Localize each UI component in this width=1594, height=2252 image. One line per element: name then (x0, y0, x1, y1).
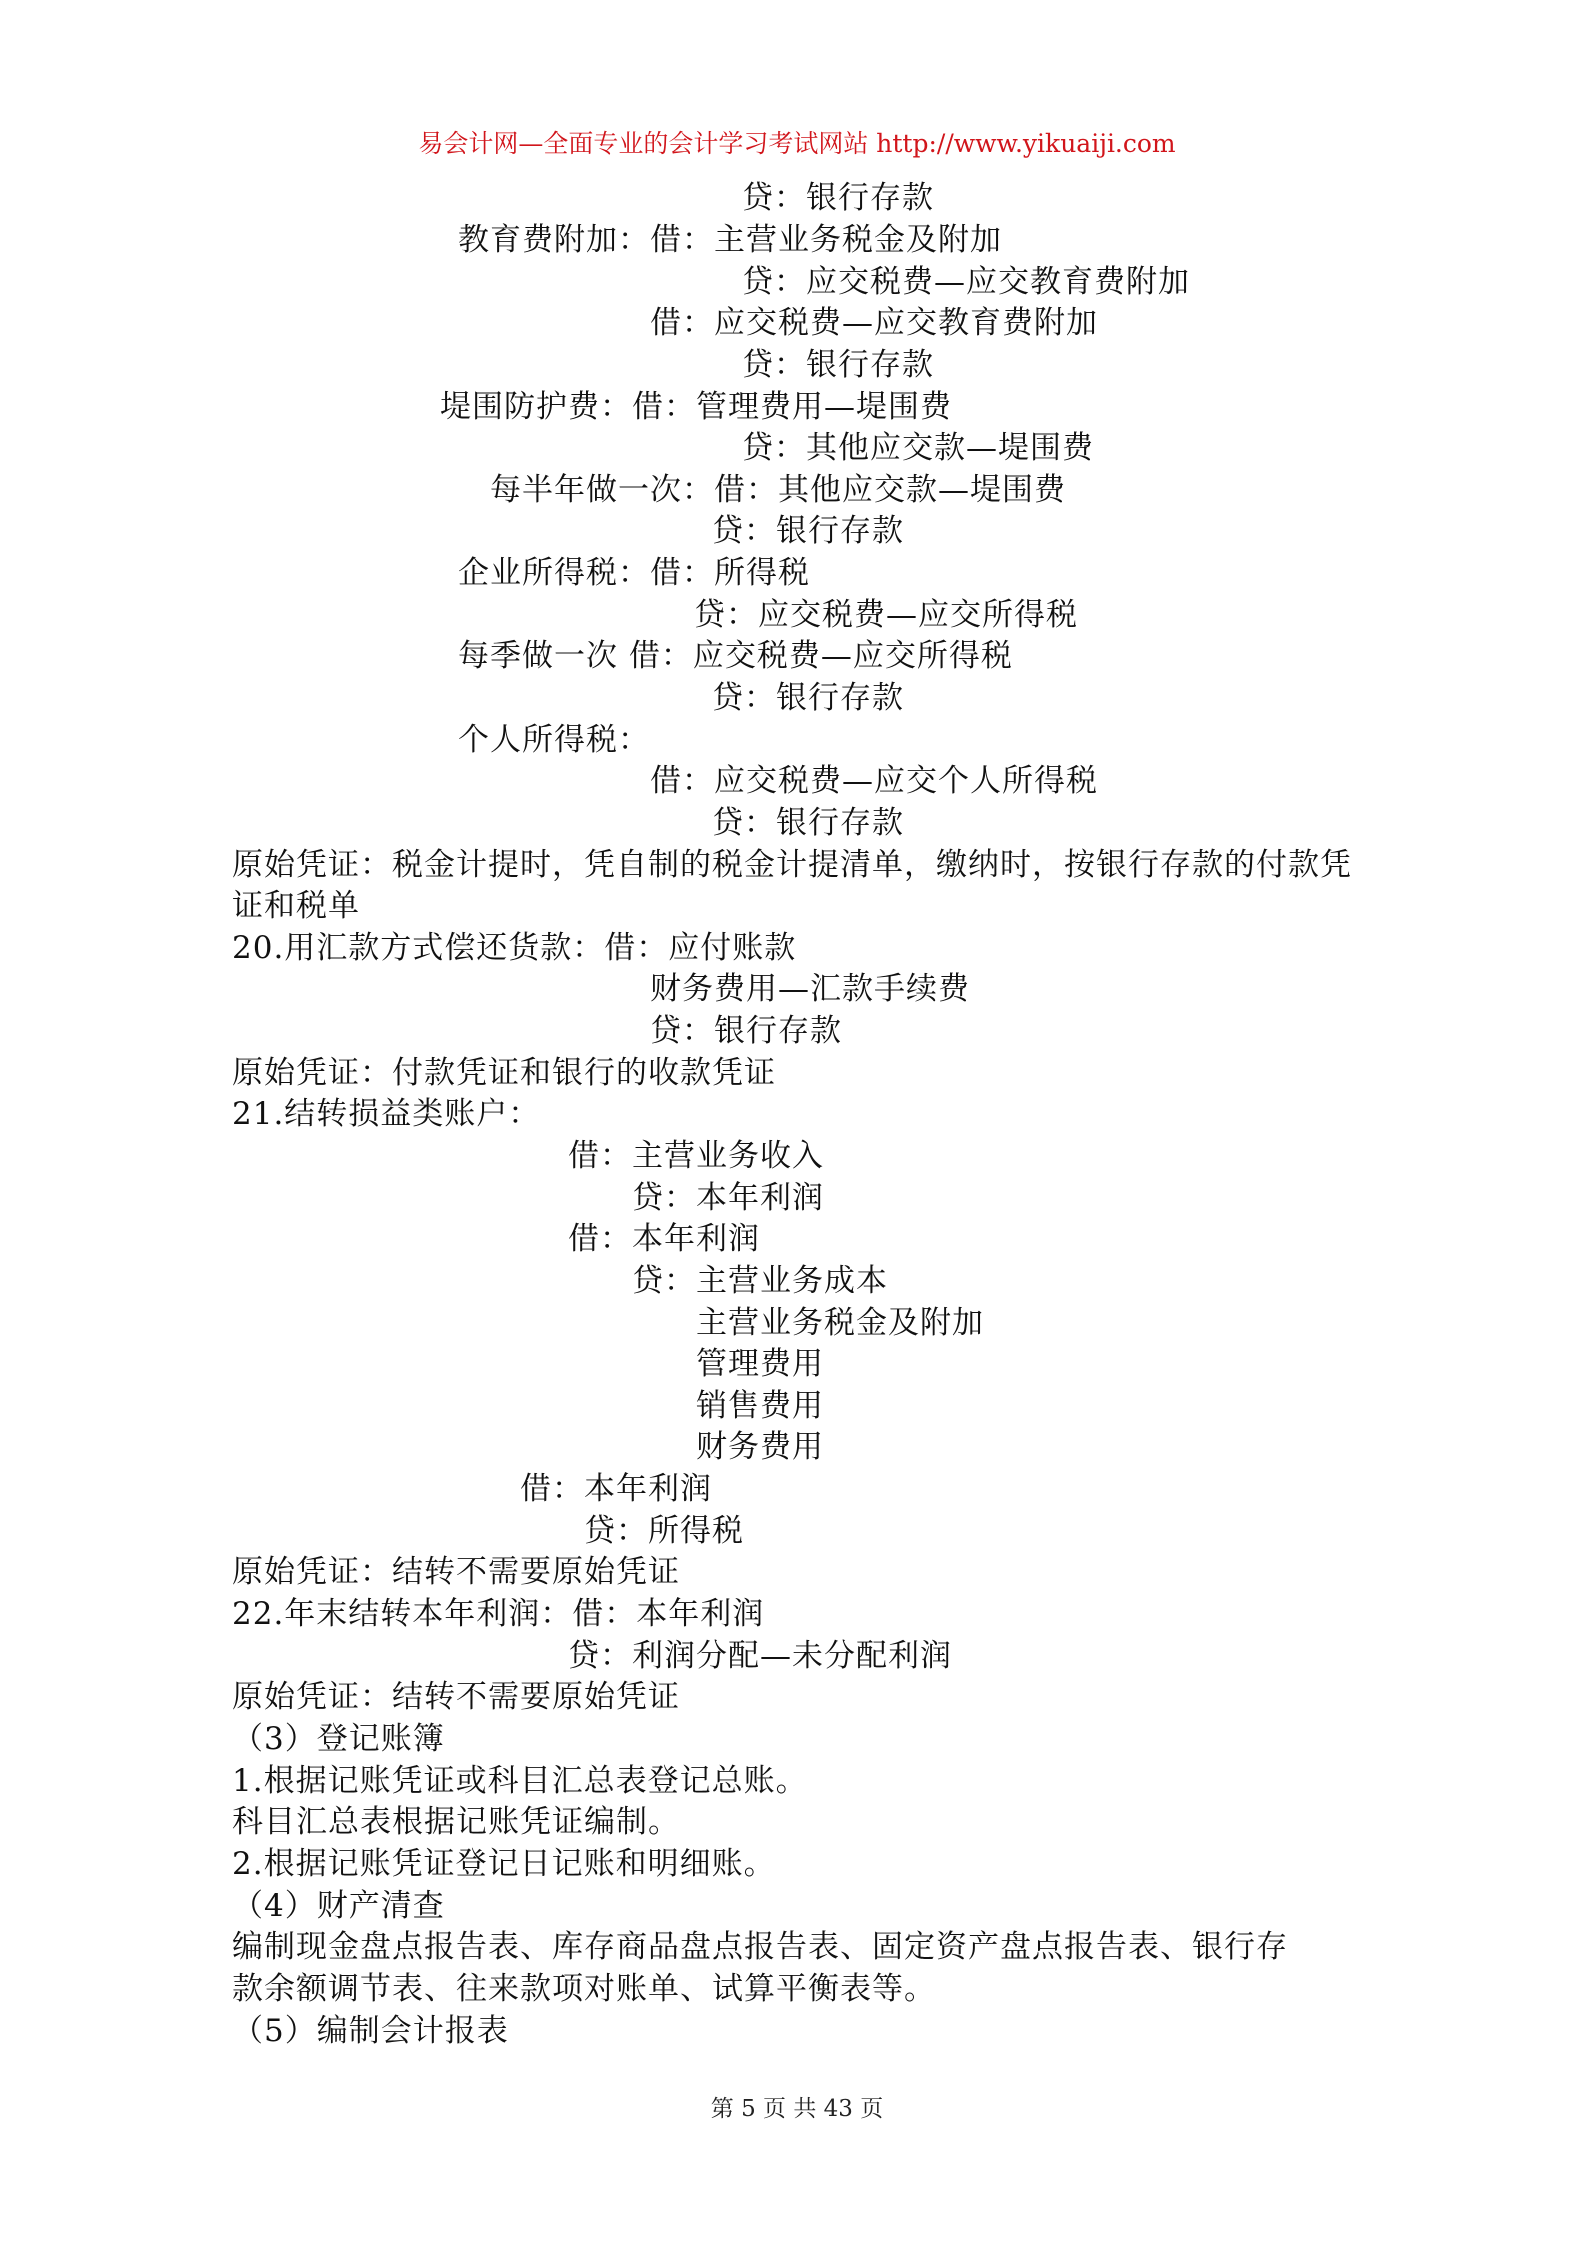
text-line: 财务费用 (696, 1429, 824, 1465)
text-line: 贷：所得税 (584, 1513, 744, 1549)
text-line: 22.年末结转本年利润：借：本年利润 (232, 1596, 765, 1632)
text-line: 贷：应交税费—应交教育费附加 (742, 264, 1190, 300)
text-line: 个人所得税： (458, 722, 650, 758)
text-line: 21.结转损益类账户： (232, 1096, 541, 1132)
text-line: 2.根据记账凭证登记日记账和明细账。 (232, 1846, 776, 1882)
text-line: 教育费附加：借：主营业务税金及附加 (458, 222, 1002, 258)
text-line: 借：应交税费—应交教育费附加 (650, 305, 1098, 341)
text-line: 贷：银行存款 (650, 1013, 842, 1049)
text-line: 贷：银行存款 (742, 180, 934, 216)
text-line: 借：应交税费—应交个人所得税 (650, 763, 1098, 799)
text-line: （4）财产清查 (232, 1888, 445, 1924)
text-line: 贷：银行存款 (712, 805, 904, 841)
text-line: 证和税单 (232, 888, 360, 924)
text-line: 贷：应交税费—应交所得税 (694, 597, 1078, 633)
text-line: 每季做一次 借：应交税费—应交所得税 (458, 638, 1013, 674)
text-line: 借：本年利润 (520, 1471, 712, 1507)
text-line: 贷：利润分配—未分配利润 (568, 1638, 952, 1674)
text-line: 原始凭证：结转不需要原始凭证 (232, 1554, 680, 1590)
text-line: 借：主营业务收入 (568, 1138, 824, 1174)
text-line: 企业所得税：借：所得税 (458, 555, 810, 591)
site-header: 易会计网—全面专业的会计学习考试网站 http://www.yikuaiji.com (418, 129, 1176, 158)
text-line: 科目汇总表根据记账凭证编制。 (232, 1804, 680, 1840)
text-line: （5）编制会计报表 (232, 2013, 509, 2049)
text-line: 原始凭证：付款凭证和银行的收款凭证 (232, 1055, 776, 1091)
text-line: 1.根据记账凭证或科目汇总表登记总账。 (232, 1763, 808, 1799)
text-line: 贷：银行存款 (742, 347, 934, 383)
text-line: 原始凭证：结转不需要原始凭证 (232, 1679, 680, 1715)
text-line: 借：本年利润 (568, 1221, 760, 1257)
text-line: 贷：主营业务成本 (632, 1263, 888, 1299)
text-line: 原始凭证：税金计提时，凭自制的税金计提清单，缴纳时，按银行存款的付款凭 (232, 847, 1352, 883)
text-line: 销售费用 (696, 1388, 824, 1424)
text-line: （3）登记账簿 (232, 1721, 445, 1757)
text-line: 堤围防护费：借：管理费用—堤围费 (440, 389, 952, 425)
page-number: 第 5 页 共 43 页 (710, 2096, 884, 2122)
text-line: 主营业务税金及附加 (696, 1305, 984, 1341)
text-line: 款余额调节表、往来款项对账单、试算平衡表等。 (232, 1971, 936, 2007)
text-line: 财务费用—汇款手续费 (650, 971, 970, 1007)
text-line: 每半年做一次：借：其他应交款—堤围费 (490, 472, 1066, 508)
text-line: 20.用汇款方式偿还货款：借：应付账款 (232, 930, 797, 966)
text-line: 贷：银行存款 (712, 513, 904, 549)
text-line: 贷：银行存款 (712, 680, 904, 716)
text-line: 贷：本年利润 (632, 1180, 824, 1216)
text-line: 管理费用 (696, 1346, 824, 1382)
text-line: 编制现金盘点报告表、库存商品盘点报告表、固定资产盘点报告表、银行存 (232, 1929, 1288, 1965)
text-line: 贷：其他应交款—堤围费 (742, 430, 1094, 466)
